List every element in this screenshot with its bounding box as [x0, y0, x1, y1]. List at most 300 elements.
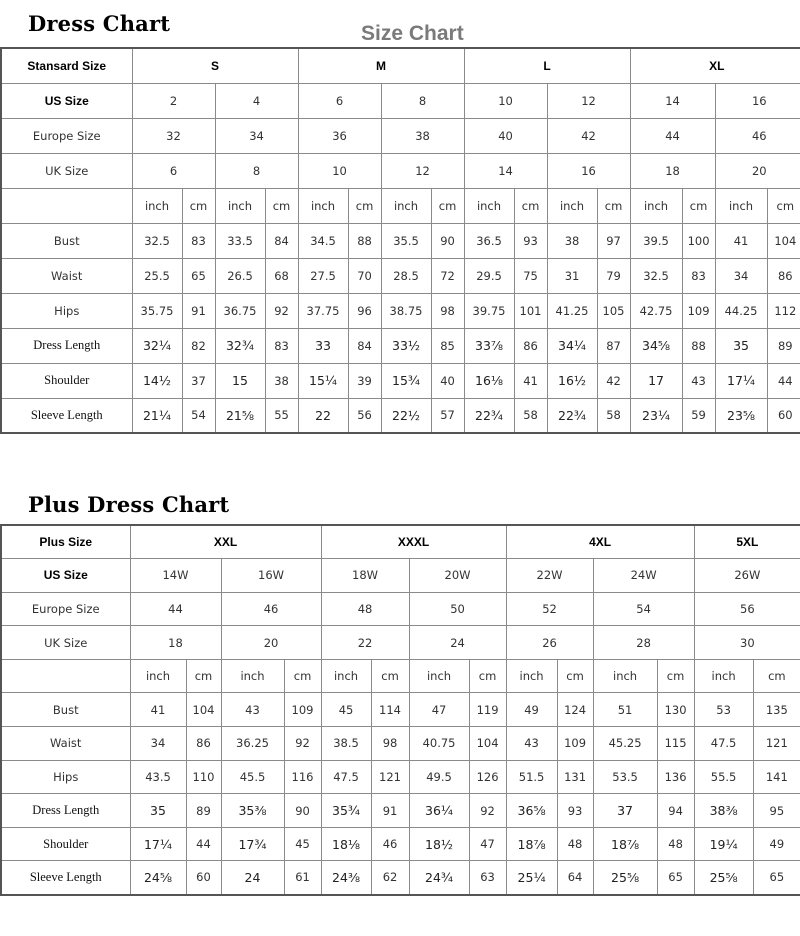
unit-header: inch	[321, 659, 371, 693]
table-cell: 84	[265, 223, 298, 258]
table-cell: 10	[464, 83, 547, 118]
table-cell: 36.25	[221, 727, 284, 761]
dress-size-table	[0, 47, 800, 434]
table-cell: 105	[597, 293, 630, 328]
size-header: 4XL	[506, 525, 694, 559]
table-cell: 38⅜	[694, 794, 753, 828]
table-row	[1, 328, 800, 363]
table-row	[1, 223, 800, 258]
table-row	[1, 258, 800, 293]
table-cell: 45.25	[593, 727, 657, 761]
unit-header: cm	[371, 659, 409, 693]
table-cell: 41	[514, 363, 547, 398]
table-row	[1, 827, 800, 861]
table-cell: 58	[514, 398, 547, 433]
table-cell: 44	[630, 118, 715, 153]
table-row	[1, 659, 800, 693]
bust-label: Bust	[1, 693, 130, 727]
table-cell: 48	[321, 592, 409, 626]
table-cell: 16⅛	[464, 363, 514, 398]
table-cell: 39.75	[464, 293, 514, 328]
unit-header: inch	[215, 188, 265, 223]
hips-label: Hips	[1, 760, 130, 794]
table-cell: 20W	[409, 559, 506, 593]
table-cell: 38	[265, 363, 298, 398]
table-cell: 92	[265, 293, 298, 328]
table-cell: 22½	[381, 398, 431, 433]
table-row	[1, 188, 800, 223]
table-row	[1, 693, 800, 727]
table-cell: 2	[132, 83, 215, 118]
table-cell: 47.5	[321, 760, 371, 794]
table-cell: 32.5	[132, 223, 182, 258]
table-cell: 45	[321, 693, 371, 727]
table-cell: 86	[767, 258, 800, 293]
bust-label: Bust	[1, 223, 132, 258]
table-cell: 92	[284, 727, 321, 761]
table-row	[1, 727, 800, 761]
table-cell: 33½	[381, 328, 431, 363]
table-cell: 17¾	[221, 827, 284, 861]
table-cell: 95	[753, 794, 800, 828]
table-cell: 24⅝	[130, 861, 186, 895]
table-cell: 12	[381, 153, 464, 188]
unit-header: inch	[298, 188, 348, 223]
table-cell: 104	[767, 223, 800, 258]
table-cell: 49.5	[409, 760, 469, 794]
table-cell: 130	[657, 693, 694, 727]
shoulder-label: Shoulder	[1, 363, 132, 398]
table-cell: 86	[186, 727, 221, 761]
table-cell: 35	[130, 794, 186, 828]
table-cell: 40	[431, 363, 464, 398]
table-cell: 43	[221, 693, 284, 727]
table-cell: 141	[753, 760, 800, 794]
uk-size-label: UK Size	[1, 153, 132, 188]
unit-row-label	[1, 659, 130, 693]
table-cell: 43	[682, 363, 715, 398]
table-cell: 33	[298, 328, 348, 363]
table-cell: 51.5	[506, 760, 557, 794]
table-cell: 30	[694, 626, 800, 660]
table-cell: 36	[298, 118, 381, 153]
unit-header: cm	[431, 188, 464, 223]
table-cell: 62	[371, 861, 409, 895]
table-cell: 55	[265, 398, 298, 433]
table-cell: 59	[682, 398, 715, 433]
table-cell: 112	[767, 293, 800, 328]
table-cell: 98	[431, 293, 464, 328]
table-cell: 31	[547, 258, 597, 293]
table-cell: 91	[182, 293, 215, 328]
table-cell: 56	[694, 592, 800, 626]
unit-header: cm	[514, 188, 547, 223]
table-cell: 101	[514, 293, 547, 328]
table-cell: 4	[215, 83, 298, 118]
table-cell: 110	[186, 760, 221, 794]
unit-header: cm	[657, 659, 694, 693]
table-cell: 49	[753, 827, 800, 861]
table-cell: 97	[597, 223, 630, 258]
table-cell: 22¾	[464, 398, 514, 433]
table-cell: 104	[186, 693, 221, 727]
sleeve-length-label: Sleeve Length	[1, 861, 130, 895]
table-row	[1, 48, 800, 83]
table-cell: 24¾	[409, 861, 469, 895]
table-cell: 18	[130, 626, 221, 660]
table-cell: 60	[767, 398, 800, 433]
table-cell: 38	[381, 118, 464, 153]
table-cell: 32.5	[630, 258, 682, 293]
table-row	[1, 118, 800, 153]
table-cell: 47	[469, 827, 506, 861]
table-cell: 131	[557, 760, 593, 794]
table-cell: 36.75	[215, 293, 265, 328]
table-cell: 119	[469, 693, 506, 727]
size-chart-subtitle: Size Chart	[361, 22, 464, 45]
table-cell: 37.75	[298, 293, 348, 328]
unit-header: inch	[715, 188, 767, 223]
table-cell: 70	[348, 258, 381, 293]
dress-length-label: Dress Length	[1, 328, 132, 363]
table-cell: 32¾	[215, 328, 265, 363]
table-cell: 60	[186, 861, 221, 895]
table-cell: 14	[464, 153, 547, 188]
table-cell: 37	[593, 794, 657, 828]
table-cell: 55.5	[694, 760, 753, 794]
table-cell: 26W	[694, 559, 800, 593]
table-cell: 39.5	[630, 223, 682, 258]
table-cell: 83	[265, 328, 298, 363]
table-cell: 10	[298, 153, 381, 188]
table-cell: 25¼	[506, 861, 557, 895]
table-cell: 136	[657, 760, 694, 794]
table-cell: 8	[381, 83, 464, 118]
table-cell: 23⅝	[715, 398, 767, 433]
table-row	[1, 153, 800, 188]
table-cell: 42	[547, 118, 630, 153]
table-cell: 116	[284, 760, 321, 794]
table-cell: 35⅜	[221, 794, 284, 828]
table-cell: 135	[753, 693, 800, 727]
table-cell: 34	[215, 118, 298, 153]
table-cell: 39	[348, 363, 381, 398]
table-cell: 24W	[593, 559, 694, 593]
table-cell: 16	[547, 153, 630, 188]
table-cell: 68	[265, 258, 298, 293]
table-cell: 86	[514, 328, 547, 363]
table-cell: 92	[469, 794, 506, 828]
unit-header: inch	[694, 659, 753, 693]
table-cell: 18⅛	[321, 827, 371, 861]
plus-dress-chart-title: Plus Dress Chart	[28, 492, 230, 517]
table-cell: 109	[682, 293, 715, 328]
unit-row-label	[1, 188, 132, 223]
table-cell: 34⅝	[630, 328, 682, 363]
hips-label: Hips	[1, 293, 132, 328]
table-cell: 19¼	[694, 827, 753, 861]
table-cell: 88	[348, 223, 381, 258]
size-row-label: Stansard Size	[1, 48, 132, 83]
table-cell: 126	[469, 760, 506, 794]
table-cell: 35.75	[132, 293, 182, 328]
table-cell: 114	[371, 693, 409, 727]
table-cell: 8	[215, 153, 298, 188]
table-cell: 17¼	[130, 827, 186, 861]
table-cell: 41.25	[547, 293, 597, 328]
table-cell: 17¼	[715, 363, 767, 398]
table-cell: 57	[431, 398, 464, 433]
table-cell: 64	[557, 861, 593, 895]
table-cell: 47.5	[694, 727, 753, 761]
europe-size-label: Europe Size	[1, 592, 130, 626]
table-cell: 88	[682, 328, 715, 363]
table-cell: 22	[321, 626, 409, 660]
table-cell: 65	[657, 861, 694, 895]
table-cell: 54	[593, 592, 694, 626]
table-cell: 87	[597, 328, 630, 363]
table-cell: 96	[348, 293, 381, 328]
table-cell: 22W	[506, 559, 593, 593]
table-cell: 18⅞	[506, 827, 557, 861]
shoulder-label: Shoulder	[1, 827, 130, 861]
size-header: XXL	[130, 525, 321, 559]
table-cell: 17	[630, 363, 682, 398]
table-cell: 25.5	[132, 258, 182, 293]
table-cell: 42.75	[630, 293, 682, 328]
table-cell: 33⅞	[464, 328, 514, 363]
europe-size-label: Europe Size	[1, 118, 132, 153]
table-cell: 14W	[130, 559, 221, 593]
table-cell: 35.5	[381, 223, 431, 258]
size-header: XL	[630, 48, 800, 83]
table-cell: 52	[506, 592, 593, 626]
unit-header: cm	[265, 188, 298, 223]
unit-header: cm	[284, 659, 321, 693]
table-cell: 83	[182, 223, 215, 258]
table-cell: 91	[371, 794, 409, 828]
table-cell: 124	[557, 693, 593, 727]
unit-header: inch	[381, 188, 431, 223]
table-cell: 44	[130, 592, 221, 626]
table-cell: 21¼	[132, 398, 182, 433]
table-cell: 48	[657, 827, 694, 861]
sleeve-length-label: Sleeve Length	[1, 398, 132, 433]
table-cell: 18½	[409, 827, 469, 861]
table-cell: 46	[221, 592, 321, 626]
table-cell: 65	[753, 861, 800, 895]
table-row	[1, 398, 800, 433]
table-cell: 20	[221, 626, 321, 660]
table-cell: 15	[215, 363, 265, 398]
table-cell: 85	[431, 328, 464, 363]
table-cell: 29.5	[464, 258, 514, 293]
unit-header: inch	[630, 188, 682, 223]
table-cell: 34	[130, 727, 186, 761]
table-cell: 28.5	[381, 258, 431, 293]
table-cell: 115	[657, 727, 694, 761]
waist-label: Waist	[1, 727, 130, 761]
table-cell: 6	[298, 83, 381, 118]
table-row	[1, 794, 800, 828]
table-cell: 16W	[221, 559, 321, 593]
table-cell: 84	[348, 328, 381, 363]
table-cell: 93	[514, 223, 547, 258]
table-cell: 45	[284, 827, 321, 861]
table-cell: 53.5	[593, 760, 657, 794]
unit-header: inch	[130, 659, 186, 693]
table-cell: 21⅝	[215, 398, 265, 433]
us-size-label: US Size	[1, 83, 132, 118]
plus-size-table	[0, 524, 800, 896]
table-cell: 50	[409, 592, 506, 626]
table-cell: 83	[682, 258, 715, 293]
table-cell: 18	[630, 153, 715, 188]
table-cell: 16½	[547, 363, 597, 398]
table-cell: 18⅞	[593, 827, 657, 861]
table-cell: 25⅝	[694, 861, 753, 895]
unit-header: cm	[682, 188, 715, 223]
table-cell: 94	[657, 794, 694, 828]
table-cell: 26	[506, 626, 593, 660]
table-cell: 40	[464, 118, 547, 153]
table-cell: 36¼	[409, 794, 469, 828]
table-cell: 79	[597, 258, 630, 293]
table-row	[1, 293, 800, 328]
table-cell: 34.5	[298, 223, 348, 258]
table-row	[1, 525, 800, 559]
table-cell: 14	[630, 83, 715, 118]
unit-header: cm	[597, 188, 630, 223]
table-cell: 35	[715, 328, 767, 363]
table-cell: 14½	[132, 363, 182, 398]
table-cell: 65	[182, 258, 215, 293]
table-cell: 109	[284, 693, 321, 727]
table-cell: 90	[431, 223, 464, 258]
table-cell: 36⅝	[506, 794, 557, 828]
table-cell: 63	[469, 861, 506, 895]
table-row	[1, 626, 800, 660]
table-cell: 37	[182, 363, 215, 398]
table-cell: 121	[371, 760, 409, 794]
unit-header: cm	[186, 659, 221, 693]
unit-header: cm	[767, 188, 800, 223]
table-cell: 98	[371, 727, 409, 761]
table-cell: 33.5	[215, 223, 265, 258]
table-cell: 34¼	[547, 328, 597, 363]
unit-header: inch	[132, 188, 182, 223]
unit-header: inch	[547, 188, 597, 223]
dress-length-label: Dress Length	[1, 794, 130, 828]
waist-label: Waist	[1, 258, 132, 293]
table-cell: 22¾	[547, 398, 597, 433]
table-cell: 34	[715, 258, 767, 293]
table-cell: 54	[182, 398, 215, 433]
table-cell: 121	[753, 727, 800, 761]
table-cell: 49	[506, 693, 557, 727]
unit-header: cm	[348, 188, 381, 223]
unit-header: inch	[593, 659, 657, 693]
size-header: XXXL	[321, 525, 506, 559]
table-cell: 44.25	[715, 293, 767, 328]
table-row	[1, 83, 800, 118]
unit-header: inch	[464, 188, 514, 223]
unit-header: inch	[221, 659, 284, 693]
table-cell: 109	[557, 727, 593, 761]
size-header: 5XL	[694, 525, 800, 559]
table-cell: 72	[431, 258, 464, 293]
plus-size-row-label: Plus Size	[1, 525, 130, 559]
unit-header: inch	[506, 659, 557, 693]
table-cell: 100	[682, 223, 715, 258]
table-cell: 44	[186, 827, 221, 861]
table-cell: 89	[767, 328, 800, 363]
table-cell: 12	[547, 83, 630, 118]
table-cell: 47	[409, 693, 469, 727]
table-cell: 38	[547, 223, 597, 258]
table-cell: 28	[593, 626, 694, 660]
unit-header: cm	[469, 659, 506, 693]
table-cell: 45.5	[221, 760, 284, 794]
unit-header: cm	[557, 659, 593, 693]
table-cell: 32¼	[132, 328, 182, 363]
table-cell: 58	[597, 398, 630, 433]
size-header: L	[464, 48, 630, 83]
us-size-label: US Size	[1, 559, 130, 593]
table-cell: 48	[557, 827, 593, 861]
table-cell: 18W	[321, 559, 409, 593]
table-cell: 15¾	[381, 363, 431, 398]
table-cell: 27.5	[298, 258, 348, 293]
unit-header: cm	[182, 188, 215, 223]
table-cell: 35¾	[321, 794, 371, 828]
table-cell: 61	[284, 861, 321, 895]
table-cell: 32	[132, 118, 215, 153]
table-cell: 82	[182, 328, 215, 363]
uk-size-label: UK Size	[1, 626, 130, 660]
table-cell: 43.5	[130, 760, 186, 794]
table-cell: 20	[715, 153, 800, 188]
table-cell: 46	[715, 118, 800, 153]
table-cell: 46	[371, 827, 409, 861]
table-row	[1, 592, 800, 626]
table-cell: 38.75	[381, 293, 431, 328]
table-cell: 41	[130, 693, 186, 727]
size-header: M	[298, 48, 464, 83]
table-cell: 6	[132, 153, 215, 188]
table-row	[1, 861, 800, 895]
table-cell: 40.75	[409, 727, 469, 761]
table-cell: 53	[694, 693, 753, 727]
table-cell: 26.5	[215, 258, 265, 293]
table-cell: 42	[597, 363, 630, 398]
table-cell: 41	[715, 223, 767, 258]
table-cell: 25⅝	[593, 861, 657, 895]
table-cell: 104	[469, 727, 506, 761]
table-cell: 51	[593, 693, 657, 727]
table-cell: 22	[298, 398, 348, 433]
table-cell: 56	[348, 398, 381, 433]
table-cell: 16	[715, 83, 800, 118]
table-cell: 15¼	[298, 363, 348, 398]
table-cell: 75	[514, 258, 547, 293]
table-cell: 36.5	[464, 223, 514, 258]
table-row	[1, 363, 800, 398]
table-row	[1, 559, 800, 593]
table-cell: 43	[506, 727, 557, 761]
table-cell: 93	[557, 794, 593, 828]
dress-chart-title: Dress Chart	[28, 11, 171, 36]
